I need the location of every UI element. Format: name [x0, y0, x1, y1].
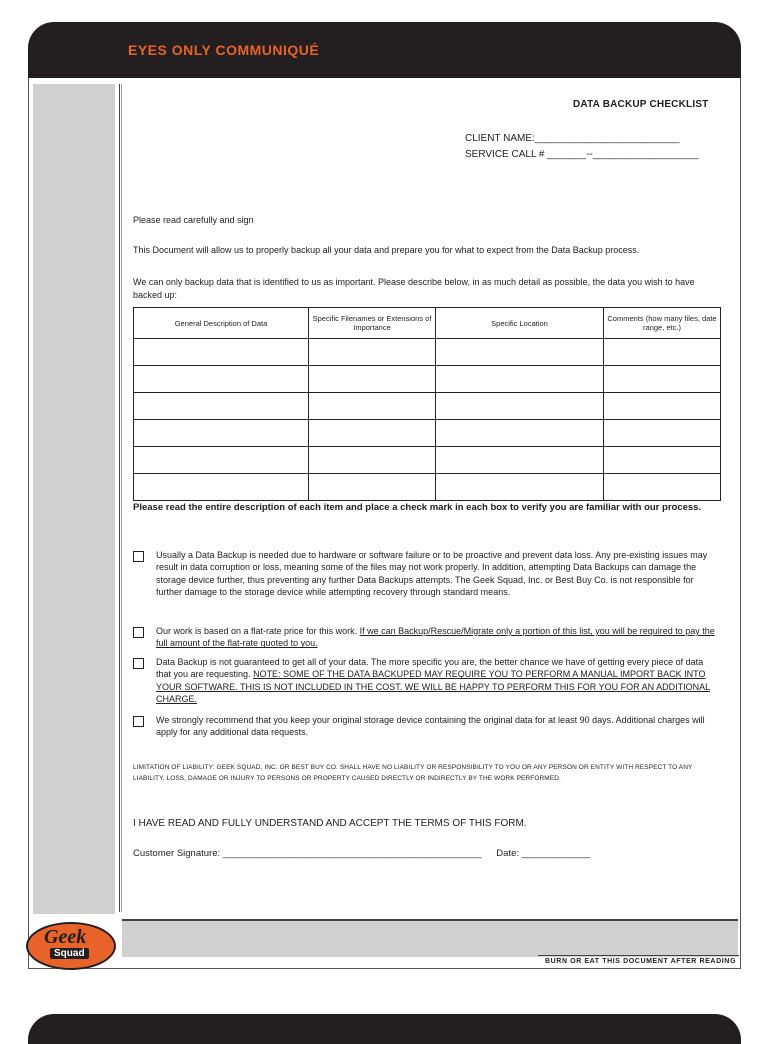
date-field[interactable]: Date: _____________: [496, 848, 591, 859]
table-cell[interactable]: [436, 447, 604, 474]
acceptance-text: I HAVE READ AND FULLY UNDERSTAND AND ACCEPT THE TERMS OF THIS FORM.: [133, 818, 527, 829]
intro-line2: We can only backup data that is identified to us as important. Please describe below, in as much detail as possible, the data you wish to have backed up:: [133, 277, 695, 300]
checklist-underlined-text: NOTE: SOME OF THE DATA BACKUPED MAY REQUIRE YOU TO PERFORM A MANUAL IMPORT BACK INTO YOUR SOFTWARE. THIS IS NOT INCLUDED IN THE COST. WE WILL BE HAPPY TO PERFORM THIS FOR YOU FOR AN ADDITIONAL CHARGE.: [156, 669, 711, 705]
checklist-item-text: [156, 625, 718, 650]
checklist-item-text: Usually a Data Backup is needed due to hardware or software failure or to be proactive and prevent data loss. Any pre-existing issues may result in data corruption or loss, meaning some of the files may not work properly. In addition, attempting Data Backups can damage the storage device further, thus preventing any further Data Backups attempts. The Geek Squad, Inc. or Best Buy Co. is not responsible for further damage to the storage device while attempting recovery through standard means.: [156, 550, 708, 598]
checklist-text: Data Backup is not guaranteed to get all of your data. The more specific you are, the better chance we have of getting every piece of data that you are requesting.: [156, 657, 704, 680]
bottom-bar: [28, 1014, 741, 1044]
col-general-description: General Description of Data: [134, 308, 309, 339]
table-cell[interactable]: [309, 447, 436, 474]
table-row: [134, 447, 721, 474]
signature-row: [133, 848, 590, 859]
checklist-underlined-text: If we can Backup/Rescue/Migrate only a portion of this list, you will be required to pay the full amount of the flat-rate quoted to you.: [156, 626, 715, 649]
checkbox[interactable]: [133, 716, 144, 727]
table-cell[interactable]: [134, 366, 309, 393]
checklist-item: [133, 656, 718, 706]
client-name-field[interactable]: CLIENT NAME:__________________________: [465, 133, 680, 144]
checklist-item: [133, 714, 718, 739]
table-cell[interactable]: [309, 474, 436, 501]
table-cell[interactable]: [604, 474, 721, 501]
table-cell[interactable]: [134, 339, 309, 366]
footer-bar: [122, 919, 738, 957]
table-cell[interactable]: [309, 420, 436, 447]
table-row: [134, 339, 721, 366]
table-cell[interactable]: [309, 366, 436, 393]
table-cell[interactable]: [436, 339, 604, 366]
table-cell[interactable]: [436, 393, 604, 420]
logo-geek-text: Geek: [44, 926, 87, 948]
col-specific-location: Specific Location: [436, 308, 604, 339]
checklist-text: Our work is based on a flat-rate price for this work.: [156, 626, 360, 636]
sidebar-panel: [33, 84, 115, 914]
customer-signature-field[interactable]: Customer Signature: _________________________________________________: [133, 848, 482, 859]
table-cell[interactable]: [309, 339, 436, 366]
col-comments: Comments (how many files, date range, etc.): [604, 308, 721, 339]
table-cell[interactable]: [604, 393, 721, 420]
table-header-row: [134, 308, 721, 339]
checklist-item: [133, 549, 718, 599]
table-cell[interactable]: [134, 393, 309, 420]
service-call-field[interactable]: SERVICE CALL # _______--___________________: [465, 149, 699, 160]
table-cell[interactable]: [436, 474, 604, 501]
header-brand: EYES ONLY COMMUNIQUÉ: [128, 42, 320, 58]
logo-squad-text: Squad: [50, 948, 89, 959]
checklist-item-text: We strongly recommend that you keep your original storage device containing the original data for at least 90 days. Additional charges will apply for any additional data requests.: [156, 715, 705, 738]
divider-line-inner: [121, 84, 122, 912]
table-row: [134, 420, 721, 447]
form-title: DATA BACKUP CHECKLIST: [573, 99, 709, 110]
table-row: [134, 393, 721, 420]
instruction-text: Please read the entire description of each item and place a check mark in each box to verify you are familiar with our process.: [133, 502, 702, 513]
geek-squad-logo: [24, 920, 116, 970]
table-cell[interactable]: [436, 420, 604, 447]
header-bar: [28, 22, 741, 78]
table-cell[interactable]: [604, 366, 721, 393]
checkbox[interactable]: [133, 627, 144, 638]
table-cell[interactable]: [604, 420, 721, 447]
checklist-item-text: [156, 656, 718, 706]
divider-line: [119, 84, 120, 912]
liability-text: LIMITATION OF LIABILITY: GEEK SQUAD, INC. OR BEST BUY CO. SHALL HAVE NO LIABILITY OR RESPONSIBILITY TO YOU OR ANY PERSON OR ENTITY WITH RESPECT TO ANY LIABILITY, LOSS, DAMAGE OR INJURY TO PERSONS OR PROPERTY CAUSED DIRECTLY OR INDIRECTLY BY THE WORK PERFORMED.: [133, 764, 693, 782]
col-specific-filenames: Specific Filenames or Extensions of Importance: [309, 308, 436, 339]
table-cell[interactable]: [134, 420, 309, 447]
table-cell[interactable]: [134, 474, 309, 501]
page-frame: [28, 78, 741, 969]
footer-note: BURN OR EAT THIS DOCUMENT AFTER READING: [544, 958, 736, 965]
table-cell[interactable]: [309, 393, 436, 420]
checkbox[interactable]: [133, 658, 144, 669]
table-row: [134, 366, 721, 393]
intro-line1: This Document will allow us to properly backup all your data and prepare you for what to expect from the Data Backup process.: [133, 245, 640, 255]
table-cell[interactable]: [134, 447, 309, 474]
table-cell[interactable]: [436, 366, 604, 393]
read-sign-text: Please read carefully and sign: [133, 215, 254, 225]
table-row: [134, 474, 721, 501]
footer-rule: [538, 955, 739, 956]
client-fields: [465, 131, 699, 163]
table-cell[interactable]: [604, 339, 721, 366]
checkbox[interactable]: [133, 551, 144, 562]
table-cell[interactable]: [604, 447, 721, 474]
checklist-item: [133, 625, 718, 650]
data-table: [133, 307, 721, 501]
